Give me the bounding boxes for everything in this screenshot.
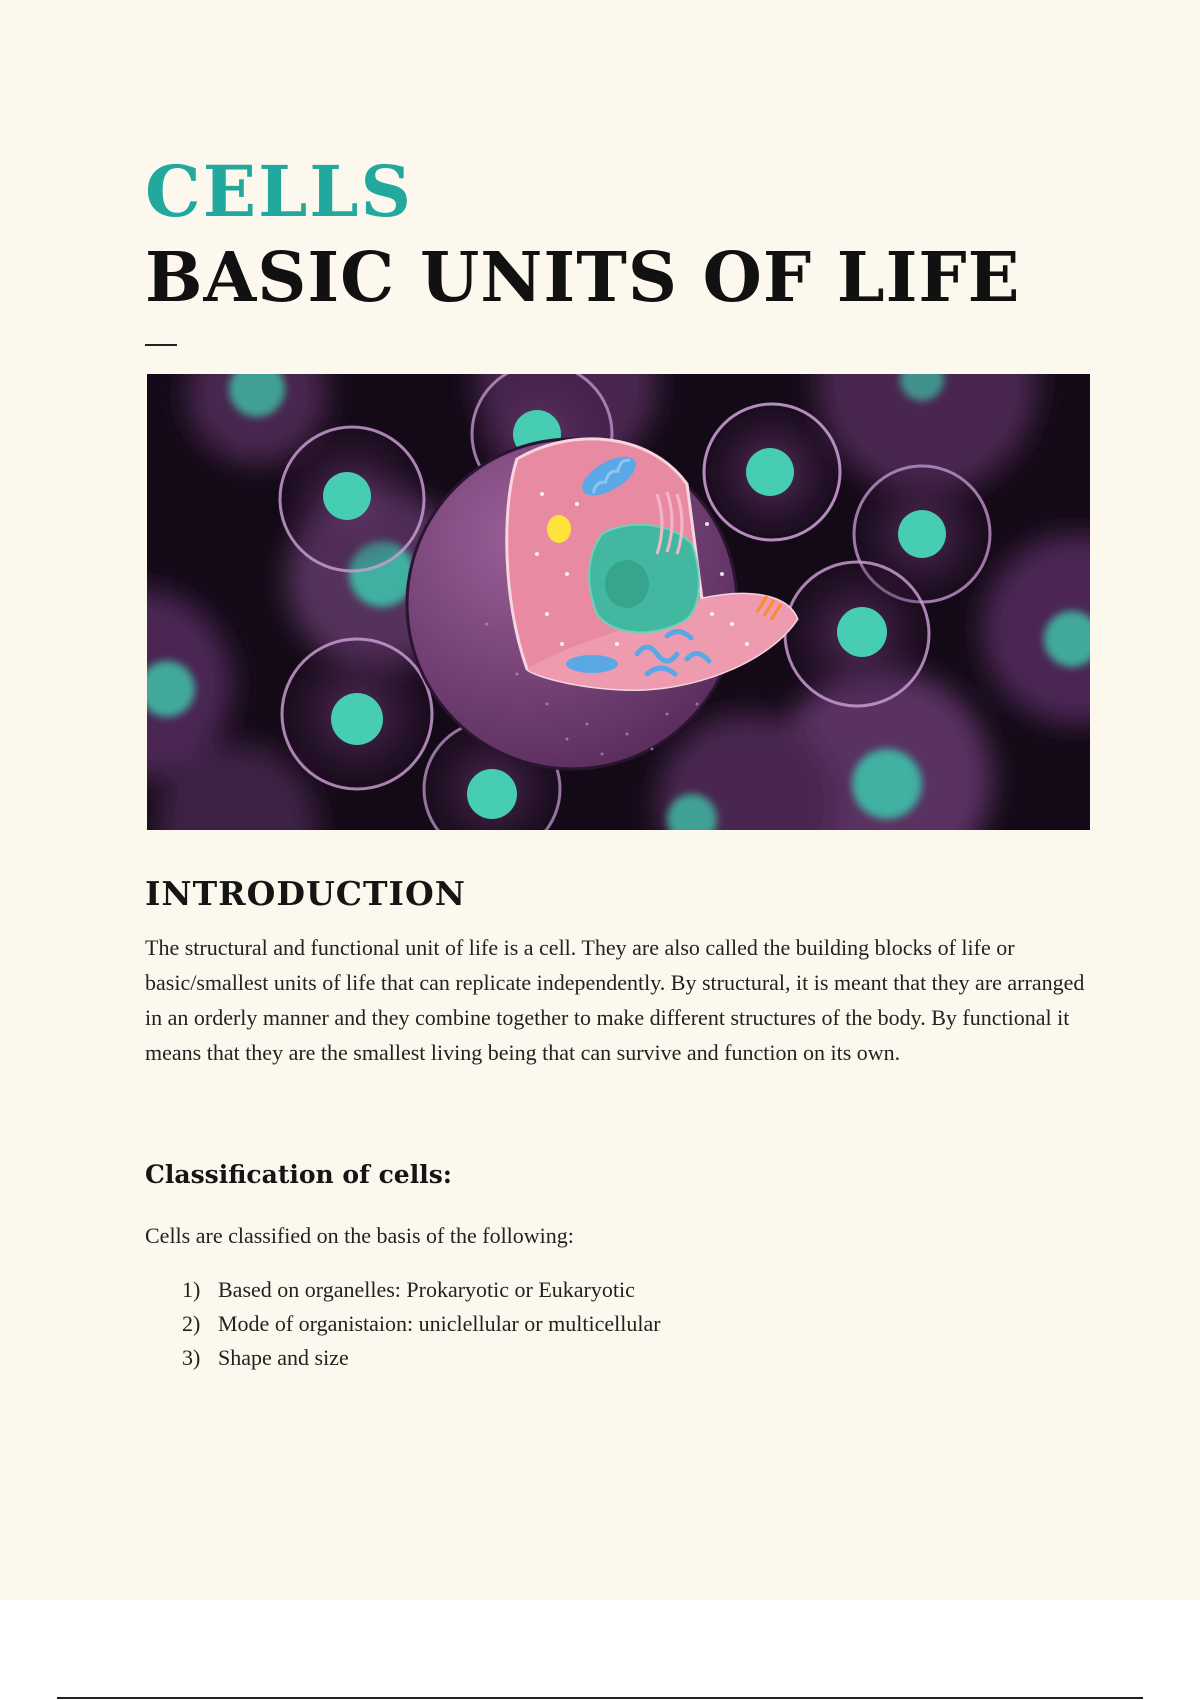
- list-item: [182, 1341, 661, 1375]
- introduction-heading: INTRODUCTION: [145, 874, 466, 913]
- list-item-number: 1): [182, 1277, 201, 1302]
- page-bottom-divider: [57, 1697, 1143, 1699]
- list-item-text: Mode of organistaion: uniclellular or multicellular: [218, 1311, 661, 1336]
- animal-cell-illustration-icon: [147, 374, 1090, 830]
- title-divider: [145, 344, 177, 346]
- list-item: [182, 1273, 661, 1307]
- page-title: CELLS: [145, 150, 414, 233]
- page-subtitle: BASIC UNITS OF LIFE: [145, 238, 1021, 318]
- classification-list: [182, 1273, 661, 1375]
- list-item-text: Based on organelles: Prokaryotic or Eukaryotic: [218, 1277, 635, 1302]
- list-item-number: 2): [182, 1311, 201, 1336]
- introduction-paragraph: The structural and functional unit of life is a cell. They are also called the building blocks of life or basic/smallest units of life that can replicate independently. By structural, it is meant that they are arranged in an orderly manner and they combine together to make different structures of the body. By functional it means that they are the smallest living being that can survive and function on its own.: [145, 935, 1085, 1065]
- classification-intro: Cells are classified on the basis of the following:: [145, 1223, 574, 1248]
- list-item-number: 3): [182, 1345, 201, 1370]
- cell-illustration: [147, 374, 1090, 830]
- list-item-text: Shape and size: [218, 1345, 349, 1370]
- classification-heading: Classification of cells:: [145, 1160, 452, 1189]
- list-item: [182, 1307, 661, 1341]
